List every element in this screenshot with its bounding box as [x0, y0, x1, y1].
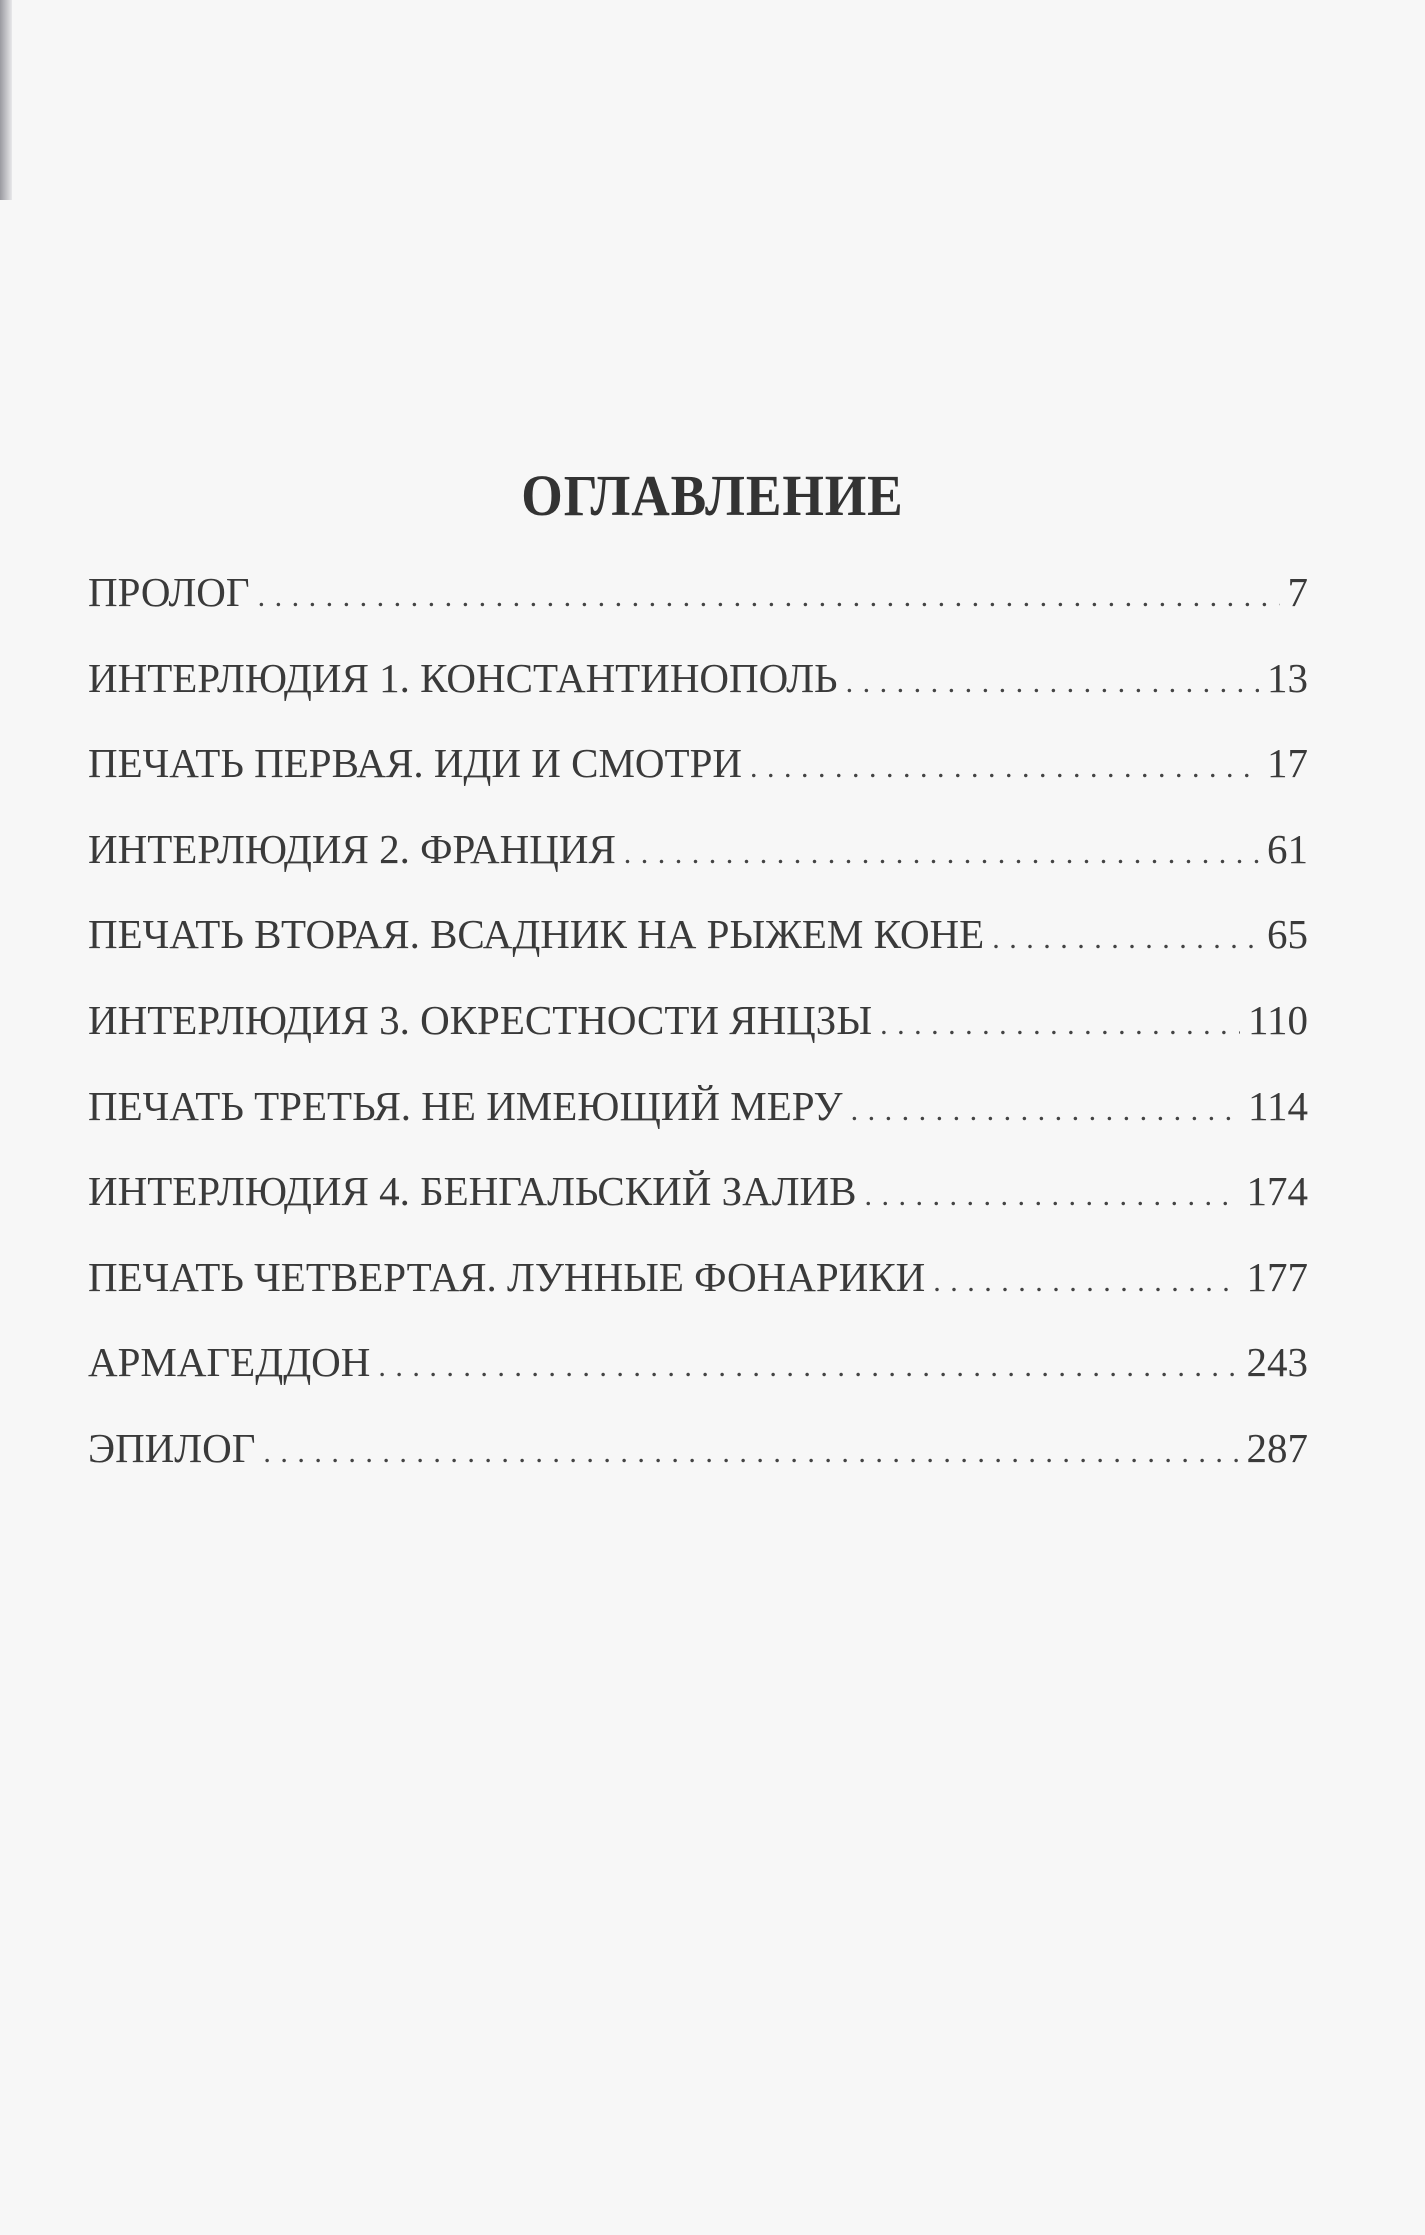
toc-entry-label: ПЕЧАТЬ ВТОРАЯ. ВСАДНИК НА РЫЖЕМ КОНЕ	[88, 911, 985, 958]
toc-entry-page: 174	[1246, 1168, 1308, 1215]
dot-leader	[933, 1265, 1238, 1299]
toc-entry-page: 17	[1267, 740, 1308, 787]
table-of-contents	[88, 568, 1308, 1510]
toc-entry	[88, 739, 1308, 825]
toc-entry-label: ЭПИЛОГ	[88, 1424, 256, 1471]
toc-entry-label: ИНТЕРЛЮДИЯ 3. ОКРЕСТНОСТИ ЯНЦЗЫ	[88, 996, 873, 1043]
dot-leader	[880, 1008, 1240, 1042]
toc-entry	[88, 1167, 1308, 1253]
dot-leader	[750, 751, 1259, 785]
dot-leader	[851, 1094, 1240, 1128]
dot-leader	[263, 1436, 1238, 1470]
dot-leader	[624, 837, 1259, 871]
toc-entry-label: ИНТЕРЛЮДИЯ 1. КОНСТАНТИНОПОЛЬ	[88, 654, 838, 701]
toc-entry-page: 65	[1267, 911, 1308, 958]
toc-entry-page: 13	[1267, 654, 1308, 701]
toc-entry-label: ИНТЕРЛЮДИЯ 2. ФРАНЦИЯ	[88, 825, 616, 872]
dot-leader	[846, 666, 1259, 700]
toc-entry	[88, 910, 1308, 996]
toc-entry	[88, 1082, 1308, 1168]
dot-leader	[865, 1179, 1239, 1213]
toc-entry	[88, 654, 1308, 740]
toc-entry-label: АРМАГЕДДОН	[88, 1339, 371, 1386]
toc-entry-page: 61	[1267, 825, 1308, 872]
toc-entry	[88, 568, 1308, 654]
page-title: ОГЛАВЛЕНИЕ	[521, 463, 904, 528]
toc-entry-label: ИНТЕРЛЮДИЯ 4. БЕНГАЛЬСКИЙ ЗАЛИВ	[88, 1168, 857, 1215]
dot-leader	[258, 580, 1280, 614]
page-edge-shadow	[0, 0, 12, 200]
toc-entry	[88, 825, 1308, 911]
toc-entry-page: 177	[1246, 1253, 1308, 1300]
toc-entry	[88, 1338, 1308, 1424]
toc-entry	[88, 1424, 1308, 1510]
toc-entry-label: ПЕЧАТЬ ПЕРВАЯ. ИДИ И СМОТРИ	[88, 740, 742, 787]
toc-entry-label: ПЕЧАТЬ ЧЕТВЕРТАЯ. ЛУННЫЕ ФОНАРИКИ	[88, 1253, 926, 1300]
toc-entry-label: ПРОЛОГ	[88, 569, 250, 615]
dot-leader	[378, 1350, 1238, 1384]
toc-entry-page: 7	[1287, 569, 1308, 615]
toc-entry-page: 114	[1248, 1082, 1308, 1129]
toc-entry	[88, 996, 1308, 1082]
toc-entry-page: 243	[1246, 1339, 1308, 1386]
toc-entry-label: ПЕЧАТЬ ТРЕТЬЯ. НЕ ИМЕЮЩИЙ МЕРУ	[88, 1082, 843, 1129]
toc-entry	[88, 1253, 1308, 1339]
dot-leader	[992, 922, 1259, 956]
toc-entry-page: 110	[1248, 996, 1308, 1043]
toc-entry-page: 287	[1246, 1424, 1308, 1471]
